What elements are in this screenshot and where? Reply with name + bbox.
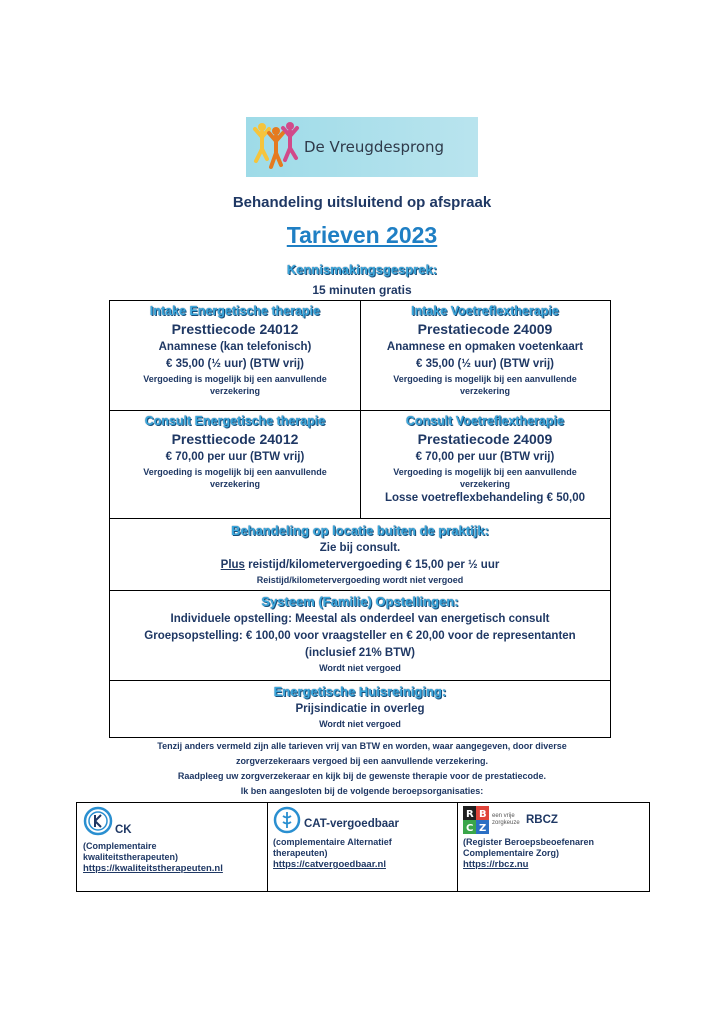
brand-logo-text: De Vreugdesprong [304, 138, 445, 156]
section-heading: Energetische Huisreiniging: [273, 684, 447, 699]
section-line: (inclusief 21% BTW) [305, 647, 415, 659]
section-heading: Systeem (Familie) Opstellingen: [261, 594, 459, 609]
footer-line: zorgverzekeraars vergoed bij een aanvullende verzekering. [235, 756, 489, 766]
svg-text:R: R [466, 809, 474, 820]
prestatiecode: Presttiecode 24012 [171, 321, 299, 337]
org-name: CK [115, 824, 132, 836]
org-rbcz [463, 803, 645, 891]
svg-text:C: C [466, 823, 474, 834]
section-line: Groepsopstelling: € 100,00 voor vraagsteller en € 20,00 voor de representanten [144, 630, 576, 642]
cell-line: Anamnese en opmaken voetenkaart [386, 341, 584, 353]
org-name: RBCZ [526, 813, 558, 826]
locatie-section [109, 522, 611, 586]
cell-line: Anamnese (kan telefonisch) [158, 341, 312, 353]
prestatiecode: Presttiecode 24012 [171, 431, 299, 447]
rbcz-logo-icon [463, 806, 489, 834]
rbcz-logo-subtext: een vrije zorgkeuze [492, 813, 520, 826]
section-heading: Behandeling op locatie buiten de praktijk: [231, 523, 489, 538]
price: € 70,00 per uur (BTW vrij) [415, 451, 555, 463]
section-line: Zie bij consult. [319, 542, 401, 554]
reimbursement-note: Vergoeding is mogelijk bij een aanvullende verzekering [393, 374, 577, 396]
cell-heading: Intake Voetreflextherapie [411, 304, 559, 318]
systeem-section [109, 593, 611, 674]
losse-behandeling-price: Losse voetreflexbehandeling € 50,00 [384, 492, 586, 504]
cat-logo-icon [273, 806, 301, 834]
org-link[interactable]: https://kwaliteitstherapeuten.nl [83, 863, 223, 874]
travel-cost-line [109, 557, 611, 574]
org-desc: (Complementaire [83, 841, 157, 851]
intake-voet-cell [363, 304, 607, 397]
svg-text:Z: Z [479, 823, 487, 834]
section-line: Prijsindicatie in overleg [295, 703, 425, 715]
jumping-people-icon [252, 119, 300, 175]
footer-line: Ik ben aangesloten bij de volgende beroepsorganisaties: [240, 786, 484, 796]
reimbursement-note: Reistijd/kilometervergoeding wordt niet vergoed [256, 575, 464, 585]
footer-line: Raadpleeg uw zorgverzekeraar en kijk bij de gewenste therapie voor de prestatiecode. [177, 771, 547, 781]
page-title: Tarieven 2023 [286, 222, 438, 248]
section-line: Individuele opstelling: Meestal als onderdeel van energetisch consult [170, 613, 550, 625]
tariff-table [109, 300, 611, 738]
prestatiecode: Prestatiecode 24009 [417, 431, 553, 447]
reimbursement-note: Vergoeding is mogelijk bij een aanvullende verzekering [393, 467, 577, 489]
reimbursement-note: Vergoeding is mogelijk bij een aanvullende verzekering [143, 467, 327, 489]
reimbursement-note: Wordt niet vergoed [319, 663, 401, 673]
huisreiniging-section [109, 683, 611, 730]
intake-energetisch-cell [113, 304, 357, 397]
org-desc: therapeuten) [273, 848, 328, 858]
organisations-table [76, 802, 650, 892]
prestatiecode: Prestatiecode 24009 [417, 321, 553, 337]
price: € 35,00 (½ uur) (BTW vrij) [165, 358, 305, 370]
plus-label: Plus [220, 559, 245, 571]
price: € 35,00 (½ uur) (BTW vrij) [415, 358, 555, 370]
org-name: CAT-vergoedbaar [304, 818, 400, 830]
cell-heading: Consult Energetische therapie [144, 414, 326, 428]
org-link[interactable]: https://rbcz.nu [463, 859, 529, 870]
subtitle: Behandeling uitsluitend op afspraak [232, 194, 492, 211]
org-cat [273, 803, 453, 891]
org-desc: Complementaire Zorg) [463, 848, 560, 858]
travel-cost-text: reistijd/kilometervergoeding € 15,00 per ½ uur [244, 559, 500, 571]
org-desc: kwaliteitstherapeuten) [83, 852, 179, 862]
org-desc: (Register Beroepsbeoefenaren [463, 837, 595, 847]
footer-line: Tenzij anders vermeld zijn alle tarieven vrij van BTW en worden, waar aangegeven, door diverse [157, 741, 567, 751]
price: € 70,00 per uur (BTW vrij) [165, 451, 305, 463]
ck-logo-icon [83, 806, 113, 836]
org-desc: (complementaire Alternatief [273, 837, 392, 847]
cell-heading: Intake Energetische therapie [149, 304, 321, 318]
org-ck [83, 803, 263, 891]
cell-heading: Consult Voetreflextherapie [405, 414, 565, 428]
reimbursement-note: Vergoeding is mogelijk bij een aanvullende verzekering [143, 374, 327, 396]
kennismaking-text: 15 minuten gratis [312, 283, 412, 297]
svg-text:B: B [479, 809, 487, 820]
kennismaking-heading: Kennismakingsgesprek: [286, 262, 438, 277]
brand-logo [246, 117, 478, 177]
reimbursement-note: Wordt niet vergoed [319, 719, 401, 729]
consult-energetisch-cell [113, 414, 357, 490]
org-link[interactable]: https://catvergoedbaar.nl [273, 859, 386, 870]
consult-voet-cell [363, 414, 607, 507]
